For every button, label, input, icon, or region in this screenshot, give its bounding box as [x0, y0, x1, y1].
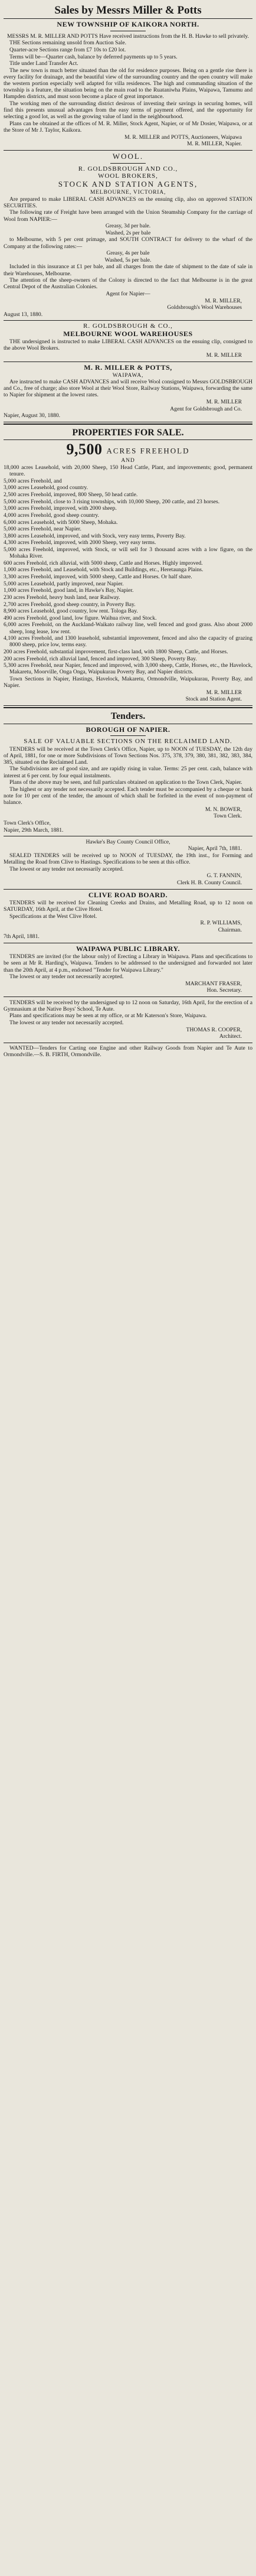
property-item: 6,000 acres Leasehold, with 5000 Sheep, Mohaka. — [4, 519, 118, 526]
clive-tender — [4, 890, 252, 944]
advert-date: Napier, August 30, 1880. — [4, 412, 61, 419]
property-item: 4,300 acres Freehold, improved, with 2000 Sheep, very easy terms. — [4, 539, 156, 546]
advert-signature: M. R. MILLER — [206, 689, 242, 696]
property-item: 5,000 acres Freehold, near Napier. — [4, 526, 81, 533]
advert-date: 7th April, 1881. — [4, 933, 40, 940]
property-item: 490 acres Freehold, good land, low figure. Waihua river, and Stock. — [4, 614, 157, 621]
advert-signature: M. R. MILLER, — [205, 297, 242, 304]
advert-line: Terms will be—Quarter cash, balance by deferred payments up to 5 years. — [9, 53, 178, 60]
big-headline — [4, 442, 252, 457]
property-item: 2,500 acres Freehold, improved, 800 Sheep, 50 head cattle. — [4, 491, 138, 499]
advert-line: Included in this insurance at £1 per bale, and all charges from the date of shipment to the date of sale in their Warehouses, Melbourne. — [4, 263, 252, 277]
advert-line: Title under Land Transfer Act. — [9, 60, 78, 67]
property-item: 3,800 acres Leasehold, improved, and with Stock, very easy terms, Poverty Bay. — [4, 532, 186, 539]
advert-date: August 13, 1880. — [4, 311, 43, 318]
advert-title: CLIVE ROAD BOARD. — [88, 890, 168, 899]
advert-signature: MARCHANT FRASER, — [185, 980, 242, 987]
advert-subtitle: WAIPAWA, — [112, 372, 144, 379]
advert-line: The lowest or any tender not necessarily accepted. — [9, 973, 124, 981]
advert-firm: WOOL BROKERS, — [98, 172, 158, 180]
advert-title: R. GOLDSBROUGH & CO., — [83, 323, 173, 330]
advert-signature: M. N. BOWER, — [205, 806, 242, 813]
advert-signature: Goldsbrough's Wool Warehouses — [167, 304, 242, 311]
property-item: 3,300 acres Freehold, improved, with 5000 sheep, Cattle and Horses. Or half share. — [4, 574, 192, 581]
advert-title: NEW TOWNSHIP OF KAIKORA NORTH. — [57, 19, 199, 28]
advert-line: THE undersigned is instructed to make LIBERAL CASH ADVANCES on the ensuing clip, consigned to the above Wool Brokers. — [4, 338, 252, 352]
advert-date: Napier, 29th March, 1881. — [4, 826, 64, 833]
advert-signature: Clerk H. B. County Council. — [176, 879, 242, 886]
advert-signature: Hon. Secretary. — [206, 987, 242, 994]
advert-signature: M. R. MILLER and POTTS, Auctioneers, Waipawa — [124, 133, 242, 141]
advert-line: The highest or any tender not necessarily accepted. Each tender must be accompanied by a cheque or bank note for 10 per cent of the tender, the amount of which shall be forfeited in the event of non-payment of balance. — [4, 786, 252, 806]
advert-line: Town Sections in Napier, Hastings, Havelock, Makaretu, Ormondville, Waipukurau, Poverty Bay, and Napier. — [4, 675, 252, 689]
library-tender — [4, 943, 252, 997]
advert-date: Napier, April 7th, 1881. — [188, 845, 242, 852]
advert-signature: M. R. MILLER — [206, 399, 242, 405]
wanted-advert — [4, 1043, 252, 1061]
county-tender — [4, 836, 252, 889]
property-item: 18,000 acres Leasehold, with 20,000 Sheep, 150 Head Cattle, Plant, and improvements; good, permanent tenure. — [4, 464, 252, 478]
advert-line: Specifications at the West Clive Hotel. — [9, 913, 97, 920]
advert-line: The working men of the surrounding district desirous of investing their savings in securing homes, will find this presents unusual advantages from the easy terms of payment offered, and the opportunity for selecting a good lot, as well as the growing value of land in the neighbourhood. — [4, 100, 252, 121]
newspaper-page — [0, 0, 256, 1064]
property-item: 200 acres Freehold, substantial improvement, first-class land, with 1800 Sheep, Cattle, and Horses. — [4, 648, 228, 655]
advert-line: Washed, 2s per bale — [105, 229, 151, 236]
advert-line: The new town is much better situated than the old for residence purposes. Being on a gentle rise there is every facility for drainage, and the beautiful view of the surrounding country and the open country will make the western portion especially well adapted for villa residences. The high and commanding situation of the township is a feature, the situation being on the main road to the Ruataniwha Plains, Waipawa, Tamumu and Hampden districts, and must soon become a place of great importance. — [4, 67, 252, 100]
advert-title: WAIPAWA PUBLIC LIBRARY. — [76, 945, 180, 953]
kaikora-advert — [4, 19, 252, 151]
advert-subtitle: MELBOURNE WOOL WAREHOUSES — [63, 330, 193, 338]
advert-place: Town Clerk's Office, — [4, 819, 51, 826]
advert-signature: M. R. MILLER, Napier. — [187, 141, 242, 148]
advert-line: Quarter-acre Sections range from £7 10s to £20 lot. — [9, 46, 126, 53]
advert-title: BOROUGH OF NAPIER. — [86, 725, 170, 734]
advert-signature: Stock and Station Agent. — [185, 696, 242, 703]
advert-signature: R. P. WILLIAMS, — [200, 920, 242, 927]
advert-place: MELBOURNE, VICTORIA, — [90, 189, 166, 196]
property-item: 5,000 acres Freehold, close to 3 rising townships, with 10,000 Sheep, 200 cattle, and 23 horses. — [4, 498, 220, 505]
property-item: 5,000 acres Leasehold, partly improved, near Napier. — [4, 580, 124, 587]
property-item: 3,000 acres Freehold, improved, with 2000 sheep. — [4, 505, 117, 512]
property-item: 5,000 acres Freehold, improved, with Stock, or will sell for 3 thousand acres with a low figure, on the Mohaka River. — [4, 546, 252, 560]
property-item: 1,000 acres Freehold, good land, in Hawke's Bay, Napier. — [4, 587, 134, 594]
advert-firm: R. GOLDSBROUGH AND CO., — [78, 165, 178, 172]
goldsbrough-advert — [4, 321, 252, 362]
property-item: 4,000 acres Freehold, good sheep country. — [4, 512, 99, 519]
property-list — [4, 587, 252, 675]
advert-line: The Subdivisions are of good size, and are rapidly rising in value. Terms: 25 per cent. cash, balance with interest at 6 per cent. by four equal instalments. — [4, 766, 252, 779]
property-item: 4,100 acres Freehold, and 1300 leasehold, substantial improvement, fenced and also the capacity of grazing 8000 sheep, price low, terms easy. — [4, 635, 252, 649]
potts-advert — [4, 362, 252, 422]
advert-line: TENDERS will be received at the Town Clerk's Office, Napier, up to NOON of TUESDAY, the 12th day of April, 1881, for one or more Subdivisions of Town Sections Nos. 375, 378, 379, 380, 381, 382, 383, 384, 385, situated on the Reclaimed Land. — [4, 745, 252, 766]
big-text: ACRES FREEHOLD — [106, 447, 190, 455]
advert-line: Greasy, 4s per bale — [106, 250, 150, 257]
property-item: 2,700 acres Freehold, good sheep country, in Poverty Bay. — [4, 601, 136, 608]
advert-signature: Chairman. — [218, 926, 242, 933]
advert-line: Plans and specifications may be seen at my office, or at Mr Katerson's Store, Waipawa. — [9, 1012, 207, 1020]
advert-line: Greasy, 3d per bale. — [105, 223, 151, 230]
advert-line: TENDERS will be received for Cleaning Creeks and Drains, and Metalling Road, up to 12 noon on SATURDAY, 16th April, at the Clive Hotel. — [4, 899, 252, 913]
property-item: 600 acres Freehold, rich alluvial, with 5000 sheep, Cattle and Horses. Highly improved. — [4, 559, 203, 566]
advert-line: WANTED—Tenders for Carting one Engine and other Railway Goods from Napier and Te Aute to Ormondville.—S. B. FIRTH, Ormondville. — [4, 1045, 252, 1059]
advert-signature: Agent for Goldsbrough and Co. — [170, 405, 242, 412]
advert-line: TENDERS are invited (for the labour only) of Erecting a Library in Waipawa. Plans and specifications to be seen at Mr R. Harding's, Waipawa. Tenders to be addressed to the undersigned and forwarded not later than the 20th April, at 4 p.m., endorsed "Tender for Waipawa Library." — [4, 953, 252, 973]
property-item: 3,000 acres Leasehold, good country. — [4, 484, 88, 491]
advert-line: TENDERS will be received by the undersigned up to 12 noon on Saturday, 16th April, for the erection of a Gymnasium at the Native Boys' School, Te Aute. — [4, 999, 252, 1012]
advert-line: The lowest or any tender not necessarily accepted. — [9, 1019, 124, 1026]
divider — [110, 163, 146, 164]
property-item: 230 acres Freehold, heavy bush land, near Railway. — [4, 594, 120, 601]
wool-advert — [4, 151, 252, 321]
property-item: 5,000 acres Freehold, and — [4, 477, 62, 484]
properties-advert — [4, 440, 252, 706]
property-list — [4, 464, 252, 587]
advert-line: to Melbourne, with 5 per cent primage, and SOUTH CONTRACT for delivery to the wharf of the Company at the following rates:— — [4, 236, 252, 250]
big-sub: AND — [121, 457, 135, 464]
advert-signature: M. R. MILLER — [206, 352, 242, 359]
advert-line: The lowest or any tender not necessarily accepted. — [9, 865, 124, 872]
advert-subtitle: SALE OF VALUABLE SECTIONS ON THE RECLAIMED LAND. — [24, 738, 232, 745]
property-item: 1,000 acres Freehold, and Leasehold, with Stock and Buildings, etc., Heretaunga Plains. — [4, 566, 204, 574]
big-number: 9,500 — [66, 441, 103, 458]
property-item: 200 acres Freehold, rich alluvial land, fenced and improved, 300 Sheep, Poverty Bay. — [4, 655, 197, 662]
advert-line: MESSRS M. R. MILLER AND POTTS Have received instructions from the H. B. Hawke to sell privately. — [7, 32, 249, 40]
section-title: PROPERTIES FOR SALE. — [4, 424, 252, 441]
advert-line: Agent for Napier— — [106, 290, 150, 297]
advert-line: Plans of the above may be seen, and full particulars obtained on application to the Town Clerk, Napier. — [9, 779, 242, 786]
advert-line: SEALED TENDERS will be received up to NOON of TUESDAY, the 19th inst., for Forming and Metalling the Road from Clive to Hastings. Specifications to be seen at this office. — [4, 852, 252, 865]
property-item: 6,000 acres Freehold, on the Auckland-Waikato railway line, well fenced and good grass. Also about 2000 sheep, long lease, low rent. — [4, 621, 252, 635]
divider — [110, 735, 146, 736]
advert-line: Are instructed to make CASH ADVANCES and will receive Wool consigned to Messrs GOLDSBROUGH and Co., free of charge; also store Wool at their Wool Store, Railway Stations, Waipawa, forwarding the same to Napier for shipment at the lowest rates. — [4, 379, 252, 399]
property-item: 8,900 acres Leasehold, good country, low rent. Tologa Bay. — [4, 608, 138, 615]
advert-line: Washed, 5s per bale. — [104, 256, 152, 263]
advert-title: M. R. MILLER & POTTS, — [84, 363, 172, 372]
advert-signature: G. T. FANNIN, — [206, 872, 242, 880]
masthead: Sales by Messrs Miller & Potts — [4, 2, 252, 19]
section-title: Tenders. — [4, 707, 252, 724]
advert-place: Hawke's Bay County Council Office, — [86, 838, 170, 845]
advert-signature: Architect. — [219, 1033, 242, 1040]
advert-firm: STOCK AND STATION AGENTS, — [58, 180, 198, 189]
borough-tender — [4, 724, 252, 837]
advert-signature: THOMAS R. COOPER, — [186, 1026, 242, 1033]
advert-line: Are prepared to make LIBERAL CASH ADVANCES on the ensuing clip, also on approved STATION SECURITIES. — [4, 196, 252, 209]
advert-title: WOOL. — [112, 151, 144, 161]
advert-line: The following rate of Freight have been arranged with the Union Steamship Company for the carriage of Wool from NAPIER:— — [4, 209, 252, 223]
advert-line: Plans can be obtained at the offices of M. R. Miller, Stock Agent, Napier, or of Mr Dosier, Waipawa, or at the Store of Mr J. Taylor, Kaikora. — [4, 120, 252, 133]
property-item: 5,300 acres Freehold, near Napier, fenced and improved, with 3,000 sheep, Cattle, Horses, etc., the Havelock, Makaretu, Moorville, Onga Onga, Waipukurau Poverty Bay, and Napier districts. — [4, 662, 252, 676]
school-tender — [4, 997, 252, 1043]
advert-line: THE Sections remaining unsold from Auction Sale. — [9, 40, 126, 47]
advert-line: The attention of the sheep-owners of the Colony is directed to the fact that Melbourne is in the great Central Depot of the Australian Colonies. — [4, 277, 252, 291]
advert-signature: Town Clerk. — [214, 813, 242, 820]
